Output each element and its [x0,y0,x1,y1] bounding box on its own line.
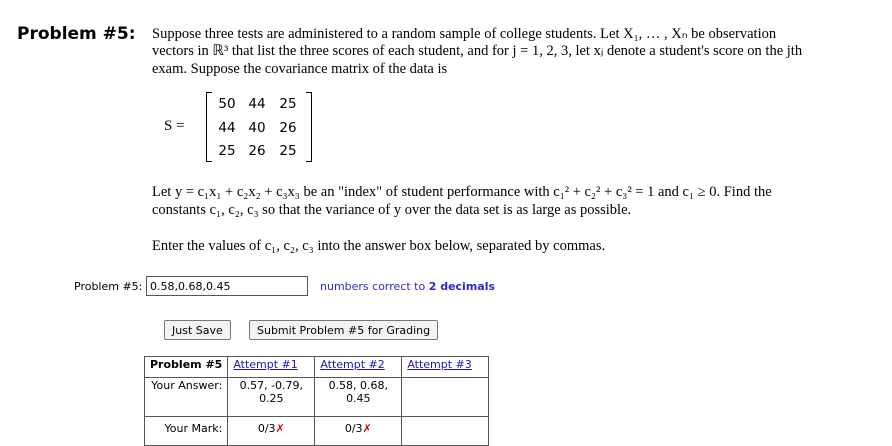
precision-hint-bold: 2 decimals [428,280,496,293]
attempt-2-mark-value: 0/3 [344,422,363,435]
attempt-2-answer-line-1: 0.58, 0.68, [328,379,389,392]
table-row [145,417,489,446]
problem-text-line-3: exam. Suppose the covariance matrix of the data is [152,61,448,77]
your-mark-label: Your Mark: [145,417,228,446]
incorrect-icon: ✗ [275,422,285,435]
attempts-table-header: Problem #5 [145,357,228,378]
attempt-2-answer [315,378,402,417]
attempt-3-answer [402,378,489,417]
matrix-cell: 25 [279,143,297,159]
table-row [145,378,489,417]
attempt-1-mark [228,417,315,446]
attempt-3-link[interactable] [402,357,489,378]
matrix-cell: 25 [279,96,297,112]
incorrect-icon: ✗ [362,422,372,435]
submit-for-grading-button[interactable]: Submit Problem #5 for Grading [249,320,438,340]
matrix-cell: 40 [248,120,266,136]
precision-hint [320,280,495,293]
answer-input[interactable] [146,276,308,296]
problem-text-line-1: Suppose three tests are administered to a random sample of college students. Let X₁, … , Xₙ be observation [152,26,777,42]
attempt-1-link-label[interactable]: Attempt #1 [233,358,298,371]
matrix-label: S = [164,118,185,134]
precision-hint-text: numbers correct to [320,280,426,293]
attempt-3-mark [402,417,489,446]
attempt-1-answer [228,378,315,417]
just-save-button[interactable]: Just Save [164,320,231,340]
problem-text-line-5: constants c₁, c₂, c₃ so that the variance of y over the data set is as large as possible. [152,202,632,218]
attempt-2-mark [315,417,402,446]
matrix-cell: 25 [218,143,236,159]
attempt-2-answer-line-2: 0.45 [346,392,371,405]
problem-text-line-4: Let y = c₁x₁ + c₂x₂ + c₃x₃ be an "index" of student performance with c₁² + c₂² + c₃² = 1 and c₁ ≥ 0. Find the [152,184,772,200]
matrix-cell: 44 [248,96,266,112]
attempt-2-link-label[interactable]: Attempt #2 [320,358,385,371]
attempt-1-link[interactable] [228,357,315,378]
your-answer-label: Your Answer: [145,378,228,417]
matrix-cell: 50 [218,96,236,112]
problem-title: Problem #5: [17,24,136,44]
attempt-1-answer-line-2: 0.25 [259,392,284,405]
table-row [145,357,489,378]
matrix-cell: 44 [218,120,236,136]
attempt-2-link[interactable] [315,357,402,378]
attempt-3-link-label[interactable]: Attempt #3 [407,358,472,371]
matrix-right-bracket [306,92,312,162]
matrix-cell: 26 [279,120,297,136]
problem-text-line-2: vectors in ℝ³ that list the three scores of each student, and for j = 1, 2, 3, let xⱼ denote a student's score on the jth [152,43,803,59]
answer-label: Problem #5: [74,280,143,293]
attempts-table [144,356,489,446]
problem-text-line-6: Enter the values of c₁, c₂, c₃ into the answer box below, separated by commas. [152,238,606,254]
matrix-cell: 26 [248,143,266,159]
attempt-1-mark-value: 0/3 [257,422,276,435]
attempt-1-answer-line-1: 0.57, -0.79, [239,379,304,392]
